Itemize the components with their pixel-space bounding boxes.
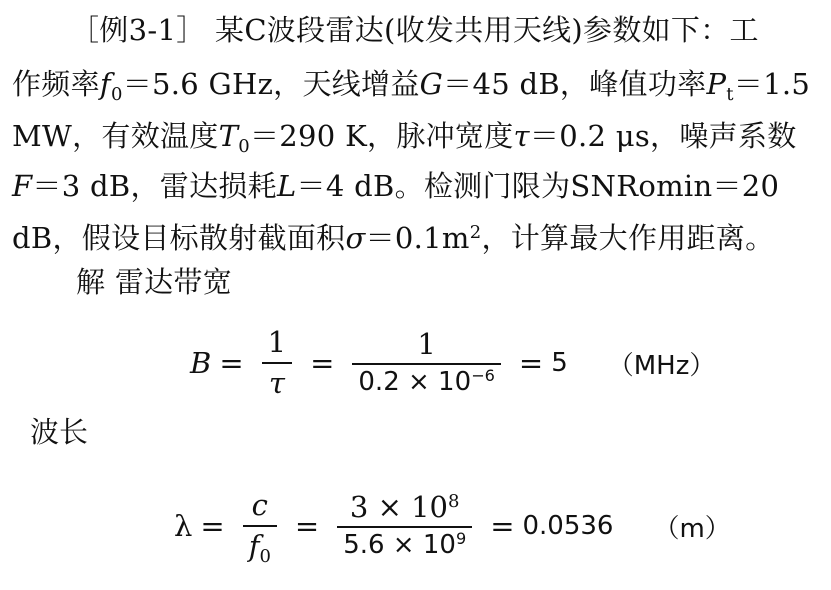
eq-lhs: B <box>190 346 212 380</box>
fraction-denominator <box>352 368 501 398</box>
equals-sign: = <box>310 346 335 380</box>
fraction-bar <box>262 362 292 364</box>
eq-lhs: λ <box>174 509 193 543</box>
equals-sign: = <box>200 509 225 543</box>
variable-f: f <box>99 67 111 101</box>
numerator-base: 3 × 10 <box>349 489 449 524</box>
bandwidth-equation <box>190 327 715 399</box>
fraction-denominator <box>337 531 472 561</box>
subscript: t <box>726 83 734 105</box>
exponent: 8 <box>448 491 460 512</box>
fraction-bar <box>243 525 277 527</box>
fraction-numerator: 1 <box>417 326 436 361</box>
fraction-bar <box>337 526 472 528</box>
problem-text: MW，有效温度 <box>12 119 219 153</box>
subscript: 0 <box>110 83 123 105</box>
problem-line-4 <box>12 169 780 203</box>
fraction-numerator: c <box>251 488 268 523</box>
denominator-base: 0.2 × 10 <box>358 367 472 398</box>
problem-line-1 <box>70 13 759 47</box>
fraction-c-over-f0 <box>243 488 277 567</box>
problem-text: ＝3 dB，雷达损耗 <box>32 169 277 203</box>
fraction-numeric <box>337 491 472 561</box>
equals-sign: = <box>518 346 544 380</box>
subscript: 0 <box>238 135 250 157</box>
problem-text: ＝45 dB，峰值功率 <box>443 67 707 101</box>
denominator-var: f <box>248 528 260 563</box>
eq-unit: （MHz） <box>607 350 716 381</box>
exponent: −6 <box>471 366 495 386</box>
fraction-denominator <box>243 528 277 567</box>
superscript: 2 <box>469 222 482 244</box>
variable-tau: τ <box>513 119 530 153</box>
problem-text: ＝1.5 <box>733 67 811 101</box>
fraction-numeric <box>352 328 501 398</box>
variable-G: G <box>419 67 444 101</box>
problem-text: ［例3-1］ 某C波段雷达(收发共用天线)参数如下：工 <box>70 13 759 47</box>
eq-result: 5 <box>551 348 568 378</box>
variable-F: F <box>12 169 33 203</box>
subscript: 0 <box>259 545 271 567</box>
problem-text: ＝290 K，脉冲宽度 <box>250 119 514 153</box>
equals-sign: = <box>490 509 515 543</box>
variable-P: P <box>706 67 727 101</box>
eq-result: 0.0536 <box>522 511 614 541</box>
exponent: 9 <box>455 529 467 549</box>
variable-T: T <box>218 119 239 153</box>
fraction-denominator: τ <box>268 365 285 400</box>
variable-L: L <box>276 169 297 203</box>
problem-line-5 <box>12 221 775 255</box>
eq-unit: （m） <box>653 513 731 544</box>
problem-text: 作频率 <box>12 67 100 101</box>
fraction-numerator: 1 <box>267 325 287 360</box>
wavelength-equation <box>174 486 731 566</box>
variable-sigma: σ <box>345 221 366 255</box>
problem-text: ＝4 dB。检测门限为SNRomin＝20 <box>296 169 780 203</box>
equals-sign: = <box>294 509 320 543</box>
wavelength-label: 波长 <box>30 415 89 449</box>
fraction-numerator <box>344 491 466 524</box>
problem-text: dB，假设目标散射截面积 <box>12 221 346 255</box>
problem-line-3 <box>12 119 797 157</box>
problem-text: ＝0.2 μs，噪声系数 <box>529 119 797 153</box>
problem-text: ＝0.1m <box>365 221 470 255</box>
fraction-1-over-tau <box>262 326 292 400</box>
fraction-bar <box>352 363 501 365</box>
solution-intro: 解 雷达带宽 <box>76 265 233 299</box>
problem-line-2 <box>12 67 811 105</box>
problem-text: ，计算最大作用距离。 <box>481 221 775 255</box>
problem-text: ＝5.6 GHz，天线增益 <box>122 67 420 101</box>
denominator-base: 5.6 × 10 <box>343 530 456 561</box>
equals-sign: = <box>219 346 244 380</box>
